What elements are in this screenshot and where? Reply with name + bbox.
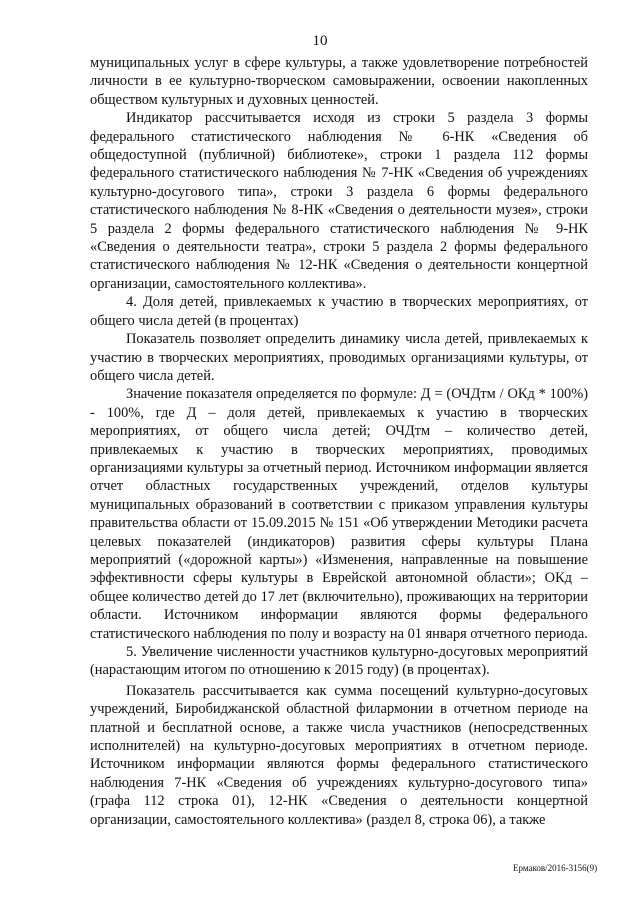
paragraph-continuation: муниципальных услуг в сфере культуры, а также удовлетворение потребностей личности в ее культурно-творческом самовыражении, освоении накопленных обществом культурных и духовных ценностей. <box>90 55 588 108</box>
paragraph-indicator-purpose: Показатель позволяет определить динамику числа детей, привлекаемых к участию в творческих мероприятиях, проводимых организациями культуры, от общего числа детей. <box>90 331 588 384</box>
footer-reference: Ермаков/2016-3156(9) <box>513 863 598 873</box>
page-number: 10 <box>312 33 328 49</box>
document-body <box>90 54 588 829</box>
paragraph-indicator-source: Индикатор рассчитывается исходя из строки 5 раздела 3 формы федерального статистического наблюдения № 6-НК «Сведения об общедоступной (публичной) библиотеке», строки 1 раздела 112 формы федерального статистического наблюдения № 7-НК «Сведения об учреждениях культурно-досугового типа», строки 3 раздела 6 формы федерального статистического наблюдения № 8-НК «Сведения о деятельности музея», строки 5 раздела 2 формы федерального статистического наблюдения № 9-НК «Сведения о деятельности театра», строки 5 раздела 2 формы федерального статистического наблюдения № 12-НК «Сведения о деятельности концертной организации, самостоятельного коллектива». <box>90 110 588 292</box>
paragraph-formula: Значение показателя определяется по формуле: Д = (ОЧДтм / ОКд * 100%) - 100%, где Д – доля детей, привлекаемых к участию в творческих мероприятиях, от общего числа детей; ОЧДтм – количество детей, привлекаемых к участию в творческих мероприятиях, проводимых организациями культуры за отчетный период. Источником информации является отчет областных государственных учреждений, отделов культуры муниципальных образований в соответствии с приказом управления культуры правительства области от 15.09.2015 № 151 «Об утверждении Методики расчета целевых показателей (индикаторов) развития сферы культуры Плана мероприятий («дорожной карты») «Изменения, направленные на повышение эффективности сферы культуры в Еврейской автономной области»; ОКд – общее количество детей до 17 лет (включительно), проживающих на территории области. Источником информации являются формы федерального статистического наблюдения по полу и возрасту на 01 января отчетного периода. <box>90 386 588 642</box>
heading-item-5: 5. Увеличение численности участников культурно-досуговых мероприятий (нарастающим итогом по отношению к 2015 году) (в процентах). <box>90 644 588 679</box>
heading-item-4: 4. Доля детей, привлекаемых к участию в творческих мероприятиях, от общего числа детей (в процентах) <box>90 294 588 329</box>
paragraph-calculation: Показатель рассчитывается как сумма посещений культурно-досуговых учреждений, Биробиджанской областной филармонии в отчетном периоде на платной и бесплатной основе, а также числа участников (непосредственных исполнителей) на культурно-досуговых мероприятиях в отчетном периоде. Источником информации являются формы федерального статистического наблюдения 7-НК «Сведения об учреждениях культурно-досугового типа» (графа 112 строка 01), 12-НК «Сведения о деятельности концертной организации, самостоятельного коллектива» (раздел 8, строка 06), а также <box>90 682 588 828</box>
